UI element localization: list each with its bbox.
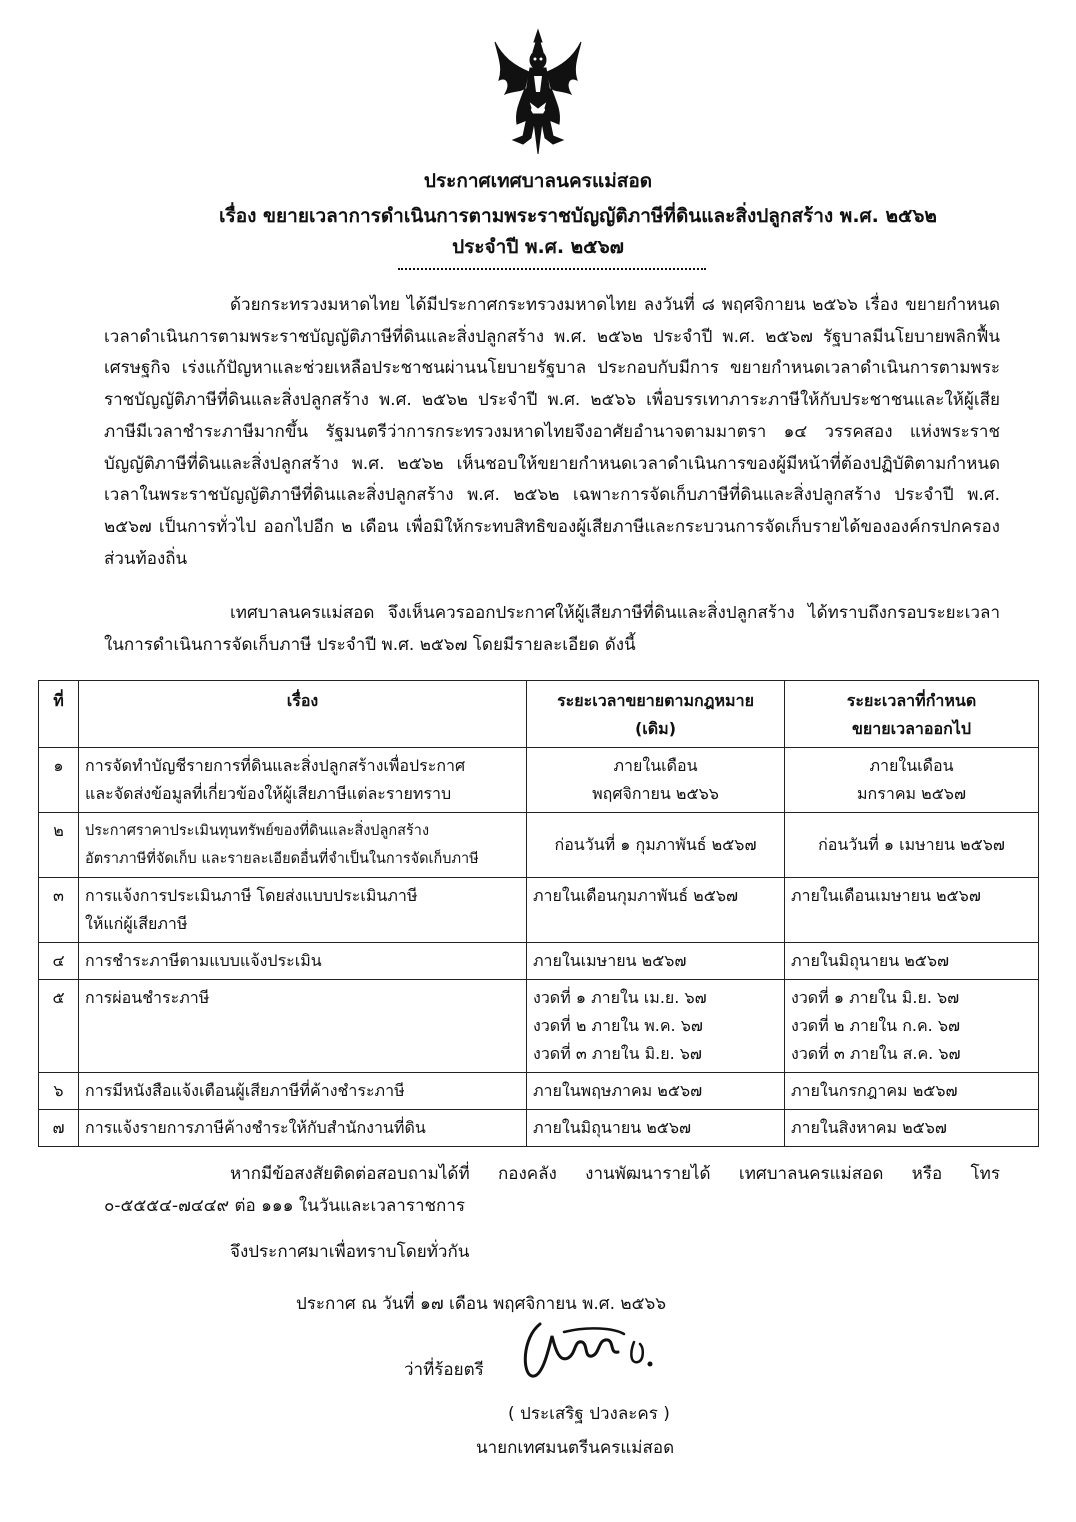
table-row	[39, 980, 1039, 1073]
row-topic: การแจ้งรายการภาษีค้างชำระให้กับสำนักงานที่ดิน	[79, 1110, 527, 1147]
table-row	[39, 878, 1039, 943]
row-extended-line: ภายในเดือน	[869, 756, 954, 775]
signatory-title: นายกเทศมนตรีนครแม่สอด	[476, 1438, 675, 1458]
announcement-title: ประกาศเทศบาลนครแม่สอด	[423, 170, 653, 192]
garuda-emblem-icon	[493, 28, 583, 156]
row-number: ๑	[39, 748, 79, 813]
announcement-subject: เรื่อง ขยายเวลาการดำเนินการตามพระราชบัญญัติภาษีที่ดินและสิ่งปลูกสร้าง พ.ศ. ๒๕๖๒	[219, 205, 937, 227]
row-original: ภายในเมษายน ๒๕๖๗	[527, 943, 785, 980]
header-original-line1: ระยะเวลาขยายตามกฎหมาย	[557, 691, 754, 710]
header-no: ที่	[39, 681, 79, 748]
row-number: ๖	[39, 1073, 79, 1110]
row-topic-line: ประกาศราคาประเมินทุนทรัพย์ของที่ดินและสิ่งปลูกสร้าง	[85, 823, 430, 839]
signature-mark	[518, 1318, 658, 1382]
paragraph-1-text: ด้วยกระทรวงมหาดไทย ได้มีประกาศกระทรวงมหาดไทย ลงวันที่ ๘ พฤศจิกายน ๒๕๖๖ เรื่อง ขยายกำหนดเวลาดำเนินการตามพระราชบัญญัติภาษีที่ดินและสิ่งปลูกสร้าง พ.ศ. ๒๕๖๒ ประจำปี พ.ศ. ๒๕๖๗ รัฐบาลมีนโยบายพลิกฟื้นเศรษฐกิจ เร่งแก้ปัญหาและช่วยเหลือประชาชนผ่านนโยบายรัฐบาล ประกอบกับมีการ ขยายกำหนดเวลาดำเนินการตามพระราชบัญญัติภาษีที่ดินและสิ่งปลูกสร้าง พ.ศ. ๒๕๖๒ ประจำปี พ.ศ. ๒๕๖๖ เพื่อบรรเทาภาระภาษีให้กับประชาชนและให้ผู้เสียภาษีมีเวลาชำระภาษีมากขึ้น รัฐมนตรีว่าการกระทรวงมหาดไทยจึงอาศัยอำนาจตามมาตรา ๑๔ วรรคสอง แห่งพระราชบัญญัติภาษีที่ดินและสิ่งปลูกสร้าง พ.ศ. ๒๕๖๒ เห็นชอบให้ขยายกำหนดเวลาดำเนินการของผู้มีหน้าที่ต้องปฏิบัติตามกำหนดเวลาในพระราชบัญญัติภาษีที่ดินและสิ่งปลูกสร้าง พ.ศ. ๒๕๖๒ เฉพาะการจัดเก็บภาษีที่ดินและสิ่งปลูกสร้าง ประจำปี พ.ศ. ๒๕๖๗ เป็นการทั่วไป ออกไปอีก ๒ เดือน เพื่อมิให้กระทบสิทธิของผู้เสียภาษีและกระบวนการจัดเก็บรายได้ขององค์กรปกครองส่วนท้องถิ่น	[104, 295, 1000, 569]
row-number: ๓	[39, 878, 79, 943]
row-original: ภายในเดือนกุมภาพันธ์ ๒๕๖๗	[527, 878, 785, 943]
row-topic-line: การแจ้งการประเมินภาษี โดยส่งแบบประเมินภาษี	[85, 886, 418, 905]
announcement-year: ประจำปี พ.ศ. ๒๕๖๗	[452, 236, 624, 258]
announce-text: จึงประกาศมาเพื่อทราบโดยทั่วกัน	[230, 1242, 470, 1262]
row-number: ๒	[39, 813, 79, 878]
row-topic: การผ่อนชำระภาษี	[79, 980, 527, 1073]
signatory-rank: ว่าที่ร้อยตรี	[404, 1360, 484, 1380]
paragraph-2-text: เทศบาลนครแม่สอด จึงเห็นควรออกประกาศให้ผู้เสียภาษีที่ดินและสิ่งปลูกสร้าง ได้ทราบถึงกรอบระยะเวลาในการดำเนินการจัดเก็บภาษี ประจำปี พ.ศ. ๒๕๖๗ โดยมีรายละเอียด ดังนี้	[104, 603, 1000, 655]
header-extended-line2: ขยายเวลาออกไป	[851, 719, 972, 738]
row-extended	[785, 748, 1039, 813]
row-extended-line: งวดที่ ๑ ภายใน มิ.ย. ๖๗	[791, 988, 960, 1007]
row-original: ก่อนวันที่ ๑ กุมภาพันธ์ ๒๕๖๗	[527, 813, 785, 878]
table-row	[39, 1110, 1039, 1147]
title-divider	[398, 268, 706, 270]
table-row	[39, 813, 1039, 878]
row-topic-line: ให้แก่ผู้เสียภาษี	[85, 914, 188, 933]
header-extended-line1: ระยะเวลาที่กำหนด	[846, 691, 977, 710]
row-extended: ภายในเดือนเมษายน ๒๕๖๗	[785, 878, 1039, 943]
schedule-table	[38, 680, 1039, 1147]
row-original	[527, 748, 785, 813]
row-original: ภายในมิถุนายน ๒๕๖๗	[527, 1110, 785, 1147]
table-row	[39, 1073, 1039, 1110]
row-extended-line: งวดที่ ๒ ภายใน ก.ค. ๖๗	[791, 1016, 961, 1035]
row-number: ๔	[39, 943, 79, 980]
header-topic: เรื่อง	[79, 681, 527, 748]
table-header-row	[39, 681, 1039, 748]
row-original-line: ภายในเดือน	[613, 756, 698, 775]
row-original-line: งวดที่ ๓ ภายใน มิ.ย. ๖๗	[533, 1044, 702, 1063]
row-extended	[785, 980, 1039, 1073]
row-extended-line: มกราคม ๒๕๖๗	[857, 784, 966, 803]
row-topic: การชำระภาษีตามแบบแจ้งประเมิน	[79, 943, 527, 980]
contact-paragraph	[104, 1158, 1000, 1222]
body-paragraph-1	[104, 290, 1000, 575]
row-extended-line: งวดที่ ๓ ภายใน ส.ค. ๖๗	[791, 1044, 961, 1063]
header-extended	[785, 681, 1039, 748]
row-topic	[79, 878, 527, 943]
row-number: ๕	[39, 980, 79, 1073]
row-original	[527, 980, 785, 1073]
table-row	[39, 748, 1039, 813]
row-original-line: งวดที่ ๒ ภายใน พ.ค. ๖๗	[533, 1016, 703, 1035]
row-original: ภายในพฤษภาคม ๒๕๖๗	[527, 1073, 785, 1110]
signatory-name: ( ประเสริฐ ปวงละคร )	[508, 1404, 670, 1424]
row-topic-line: อัตราภาษีที่จัดเก็บ และรายละเอียดอื่นที่จำเป็นในการจัดเก็บภาษี	[85, 851, 479, 867]
header-original	[527, 681, 785, 748]
row-extended: ภายในกรกฎาคม ๒๕๖๗	[785, 1073, 1039, 1110]
row-topic: การมีหนังสือแจ้งเตือนผู้เสียภาษีที่ค้างชำระภาษี	[79, 1073, 527, 1110]
row-original-line: พฤศจิกายน ๒๕๖๖	[592, 784, 719, 803]
row-extended: ภายในมิถุนายน ๒๕๖๗	[785, 943, 1039, 980]
table-row	[39, 943, 1039, 980]
row-extended: ก่อนวันที่ ๑ เมษายน ๒๕๖๗	[785, 813, 1039, 878]
announce-date: ประกาศ ณ วันที่ ๑๗ เดือน พฤศจิกายน พ.ศ. ๒๕๖๖	[296, 1294, 667, 1314]
row-topic-line: การจัดทำบัญชีรายการที่ดินและสิ่งปลูกสร้างเพื่อประกาศ	[85, 756, 466, 775]
row-original-line: งวดที่ ๑ ภายใน เม.ย. ๖๗	[533, 988, 707, 1007]
row-topic-line: และจัดส่งข้อมูลที่เกี่ยวข้องให้ผู้เสียภาษีแต่ละรายทราบ	[85, 784, 452, 803]
header-original-line2: (เดิม)	[634, 719, 677, 738]
row-extended: ภายในสิงหาคม ๒๕๖๗	[785, 1110, 1039, 1147]
body-paragraph-2	[104, 598, 1000, 661]
row-topic	[79, 813, 527, 878]
row-topic	[79, 748, 527, 813]
contact-text: หากมีข้อสงสัยติดต่อสอบถามได้ที่ กองคลัง งานพัฒนารายได้ เทศบาลนครแม่สอด หรือ โทร ๐-๕๕๕๔-๗๔๔๙ ต่อ ๑๑๑ ในวันและเวลาราชการ	[104, 1164, 1000, 1216]
row-number: ๗	[39, 1110, 79, 1147]
